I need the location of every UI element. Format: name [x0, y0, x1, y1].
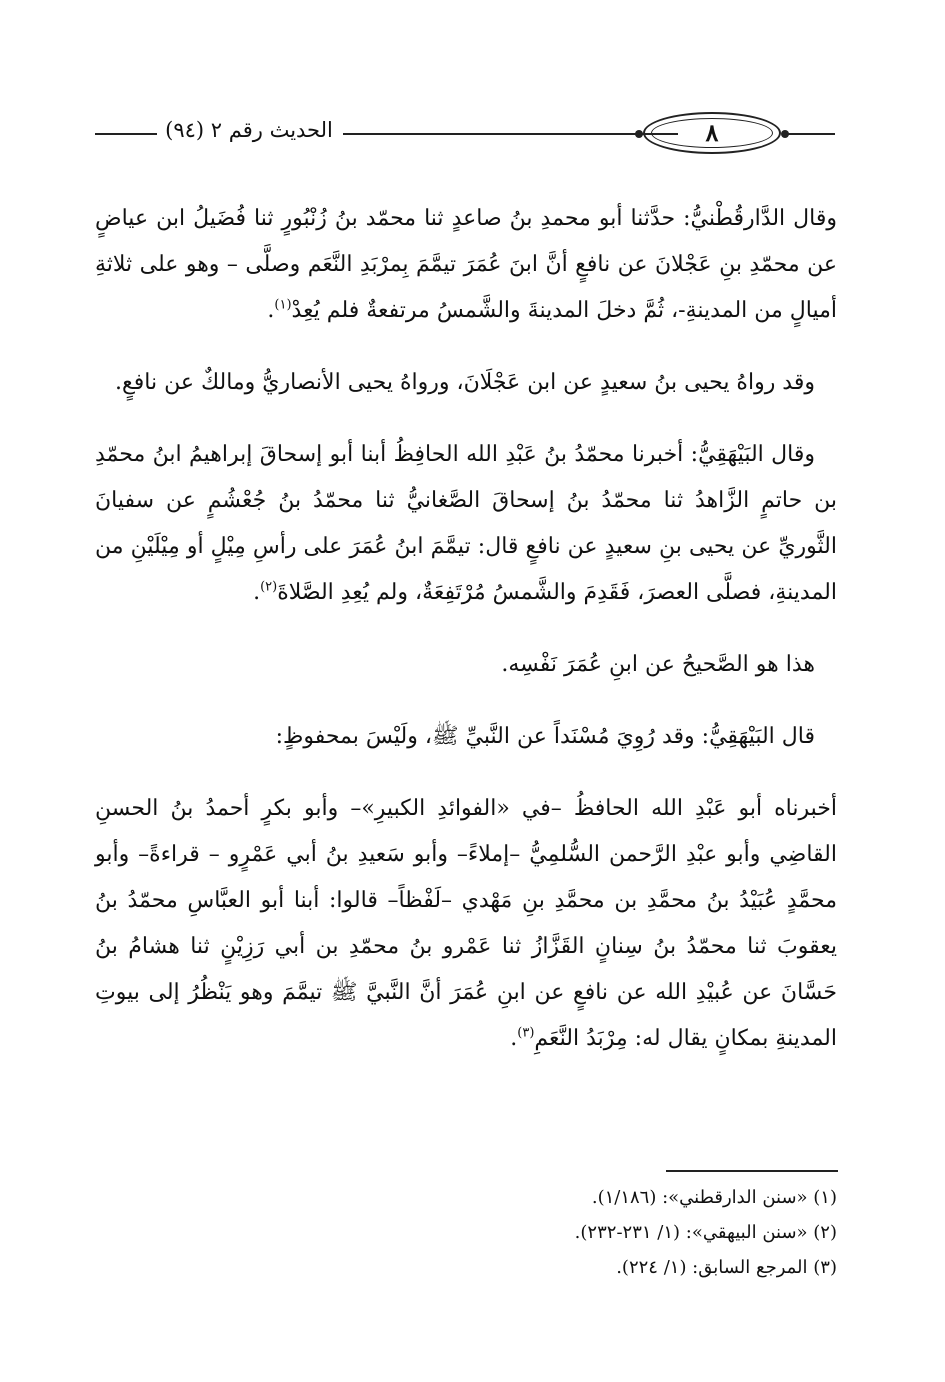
paragraph-text: وقال البَيْهَقِيُّ: أخبرنا محمّدُ بنُ عَبْدِ الله الحافِظُ أبنا أبو إسحاقَ إبراهيمُ ابنُ محمّدِ بن حاتمٍ الزَّاهدُ ثنا محمّدُ بنُ إسحاقَ الصَّغانيُّ ثنا محمّدُ بنُ جُعْشُمٍ عن سفيانَ الثَّوريِّ عن يحيى بنِ سعيدٍ عن نافعٍ قال: تيمَّمَ ابنُ عُمَرَ على رأسِ مِيْلٍ أو مِيْلَيْنِ من المدينةِ، فصلَّى العصرَ، فَقَدِمَ والشَّمسُ مُرْتَفِعَةٌ، ولم يُعِدِ الصَّلاةَ — [95, 442, 837, 605]
paragraph-text: وقال الدَّارقُطْنيُّ: حدَّثنا أبو محمدِ بنُ صاعدٍ ثنا محمّد بنُ زُنْبُورٍ ثنا فُضَيلُ ابن عياضٍ عن محمّدِ بنِ عَجْلانَ عن نافعٍ أنَّ ابنَ عُمَرَ تيمَّمَ بِمرْبَدِ النَّعَم وصلَّى – وهو على ثلاثةِ أميالٍ من المدينةِ-، ثُمَّ دخلَ المدينةَ والشَّمسُ مرتفعةٌ فلم يُعِدْ — [95, 206, 837, 323]
footnote-3: (٣) المرجع السابق: (١/ ٢٢٤). — [616, 1257, 837, 1278]
footnote-ref-2: (٢) — [260, 579, 278, 595]
page-header — [95, 112, 835, 156]
paragraph-narrators: وقد رواهُ يحيى بنُ سعيدٍ عن ابن عَجْلَانَ، ورواهُ يحيى الأنصاريُّ ومالكٌ عن نافعٍ. — [115, 370, 815, 395]
paragraph-text: أخبرناه أبو عَبْدِ الله الحافظُ –في «الفوائدِ الكبيرِ»– وأبو بكرٍ أحمدُ بنُ الحسنِ القاضِي وأبو عبْدِ الرَّحمن السُّلمِيُّ –إملاءً– وأبو سَعيدِ بنُ أبي عَمْرٍو – قراءةً– وأبو محمَّدٍ عُبَيْدُ بنُ محمَّدِ بن محمَّدِ بنِ مَهْدي –لَفْظاً– قالوا: أبنا أبو العبَّاسِ محمّدُ بنُ يعقوبَ ثنا محمّدُ بنُ سِنانٍ القَزَّازُ ثنا عَمْرو بنُ محمّدِ بن أبي رَزِيْنٍ ثنا هشامُ بنُ حَسَّانَ عن عُبيْدِ الله عن نافعٍ عن ابنِ عُمَرَ أنَّ النَّبيَّ ﷺ تيمَّمَ وهو يَنْظُرُ إلى بيوتِ المدينةِ بمكانٍ يقال له: مِرْبَدُ النَّعَمِ — [95, 796, 837, 1051]
header-rule-middle — [343, 133, 678, 135]
paragraph-isnad: أخبرناه أبو عَبْدِ الله الحافظُ –في «الفوائدِ الكبيرِ»– وأبو بكرٍ أحمدُ بنُ الحسنِ القاضِي وأبو عبْدِ الرَّحمن السُّلمِيُّ –إملاءً– وأبو سَعيدِ بنُ أبي عَمْرٍو – قراءةً– وأبو محمَّدٍ عُبَيْدُ بنُ محمَّدِ بن محمَّدِ بنِ مَهْدي –لَفْظاً– قالوا: أبنا أبو العبَّاسِ محمّدُ بنُ يعقوبَ ثنا محمّدُ بنُ سِنانٍ القَزَّازُ ثنا عَمْرو بنُ محمّدِ بن أبي رَزِيْنٍ ثنا هشامُ بنُ حَسَّانَ عن عُبيْدِ الله عن نافعٍ عن ابنِ عُمَرَ أنَّ النَّبيَّ ﷺ تيمَّمَ وهو يَنْظُرُ إلى بيوتِ المدينةِ بمكانٍ يقال له: مِرْبَدُ النَّعَمِ$^{(٣)}$. — [95, 796, 837, 1051]
footnote-separator — [666, 1170, 838, 1172]
footnote-2: (٢) «سنن البيهقي»: (١/ ٢٣١-٢٣٢). — [574, 1222, 837, 1243]
paragraph-musnad: قال البَيْهَقِيُّ: وقد رُوِيَ مُسْنَداً عن النَّبيِّ ﷺ، ولَيْسَ بمحفوظٍ: — [275, 724, 815, 749]
ornament-dot-left — [635, 130, 643, 138]
footnote-1: (١) «سنن الدارقطني»: (١/١٨٦). — [591, 1187, 837, 1208]
footnote-ref-3: (٣) — [517, 1025, 535, 1041]
footnote-ref-1: (١) — [274, 297, 292, 313]
main-text — [95, 196, 837, 1088]
paragraph-bayhaqi: وقال البَيْهَقِيُّ: أخبرنا محمّدُ بنُ عَبْدِ الله الحافِظُ أبنا أبو إسحاقَ إبراهيمُ ابنُ محمّدِ بن حاتمٍ الزَّاهدُ ثنا محمّدُ بنُ إسحاقَ الصَّغانيُّ ثنا محمّدُ بنُ جُعْشُمٍ عن سفيانَ الثَّوريِّ عن يحيى بنِ سعيدٍ عن نافعٍ قال: تيمَّمَ ابنُ عُمَرَ على رأسِ مِيْلٍ أو مِيْلَيْنِ من المدينةِ، فصلَّى العصرَ، فَقَدِمَ والشَّمسُ مُرْتَفِعَةٌ، ولم يُعِدِ الصَّلاةَ$^{(٢)}$. — [95, 442, 837, 605]
footnotes — [95, 1180, 837, 1285]
page-number-medallion — [643, 112, 781, 154]
running-title: الحديث رقم ٢ (٩٤) — [165, 118, 333, 142]
header-rule-right — [785, 133, 835, 135]
header-rule-left — [95, 133, 157, 135]
paragraph-sahih: هذا هو الصَّحيحُ عن ابنِ عُمَرَ نَفْسِه. — [501, 652, 815, 677]
paragraph-daraqutni: وقال الدَّارقُطْنيُّ: حدَّثنا أبو محمدِ بنُ صاعدٍ ثنا محمّد بنُ زُنْبُورٍ ثنا فُضَيلُ ابن عياضٍ عن محمّدِ بنِ عَجْلانَ عن نافعٍ أنَّ ابنَ عُمَرَ تيمَّمَ بِمرْبَدِ النَّعَم وصلَّى – وهو على ثلاثةِ أميالٍ من المدينةِ-، ثُمَّ دخلَ المدينةَ والشَّمسُ مرتفعةٌ فلم يُعِدْ$^{(١)}$. — [95, 206, 837, 323]
page-number: ٨ — [705, 118, 719, 147]
